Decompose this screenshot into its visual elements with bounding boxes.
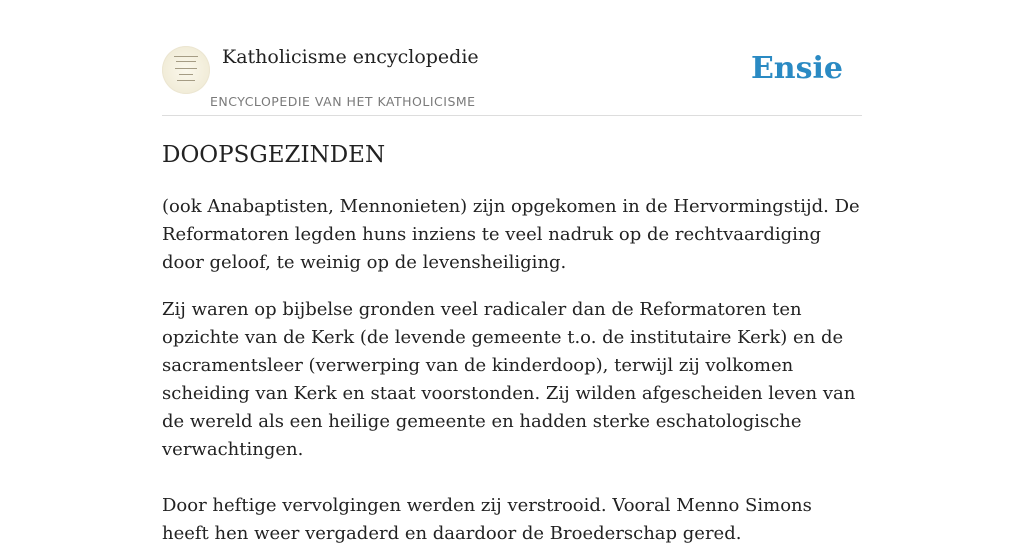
ensie-logo-link[interactable]: Ensie <box>750 51 843 86</box>
site-subtitle: ENCYCLOPEDIE VAN HET KATHOLICISME <box>210 94 476 109</box>
page-container <box>162 0 862 544</box>
site-title[interactable]: Katholicisme encyclopedie <box>222 46 479 68</box>
article-paragraph: Zij waren op bijbelse gronden veel radicaler dan de Reformatoren ten opzichte van de Kerk (de levende gemeente t.o. de institutaire Kerk) en de sacramentsleer (verwerping van de kinderdoop), terwijl zij volkomen scheiding van Kerk en staat voorstonden. Zij wilden afgescheiden leven van de wereld als een heilige gemeente en hadden sterke eschatologische verwachtingen. <box>162 299 856 460</box>
article-paragraph: Door heftige vervolgingen werden zij verstrooid. Vooral Menno Simons heeft hen weer vergaderd en daardoor de Broederschap gered. <box>162 495 812 544</box>
article-title: DOOPSGEZINDEN <box>162 142 386 168</box>
site-header <box>162 0 862 116</box>
article-paragraph: (ook Anabaptisten, Mennonieten) zijn opgekomen in de Hervormingstijd. De Reformatoren legden huns inziens te veel nadruk op de rechtvaardiging door geloof, te weinig op de levensheiliging. <box>162 196 860 273</box>
book-cover-avatar[interactable] <box>162 46 210 94</box>
